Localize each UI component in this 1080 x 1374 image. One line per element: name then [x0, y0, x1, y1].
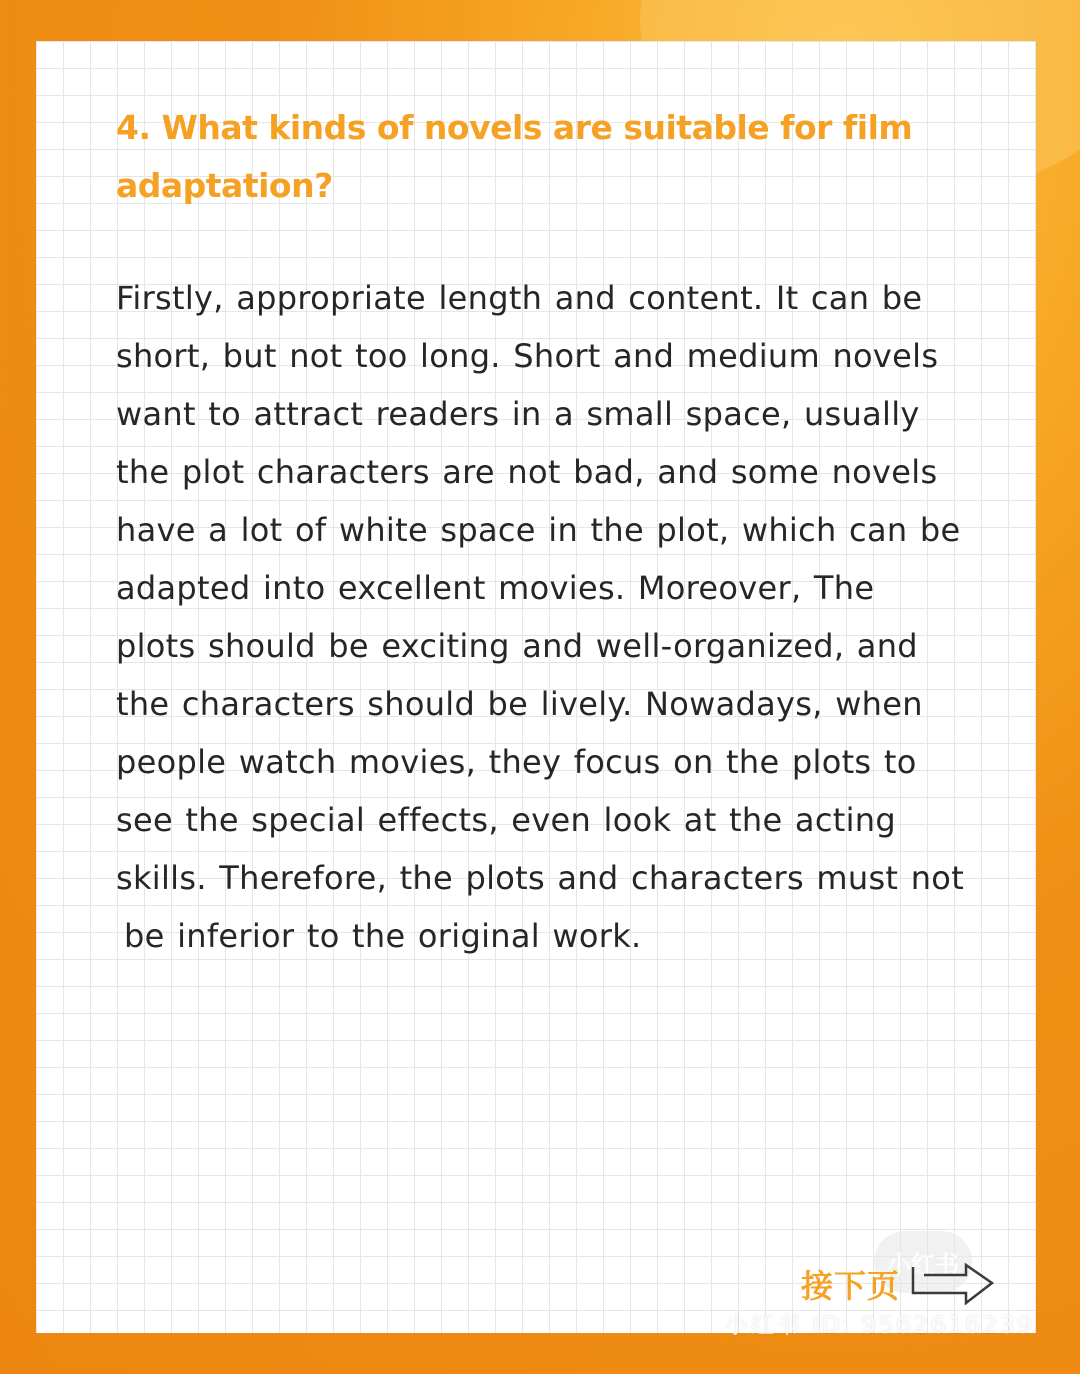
body-line: the plot characters are not bad, and some novels — [116, 453, 938, 491]
body-line: Firstly, appropriate length and content. It can be — [116, 279, 923, 317]
right-arrow-icon — [910, 1261, 996, 1307]
body-line: skills. Therefore, the plots and characters must not — [116, 859, 965, 897]
watermark-badge: 小红书 — [874, 1231, 972, 1293]
body-line: want to attract readers in a small space, usually — [116, 395, 920, 433]
body-line: see the special effects, even look at the acting — [116, 801, 896, 839]
body-line: the characters should be lively. Nowadays, when — [116, 685, 923, 723]
body-paragraph — [116, 269, 966, 965]
page-title: 4. What kinds of novels are suitable for film adaptation? — [116, 108, 913, 205]
content-card — [36, 41, 1036, 1333]
body-line: adapted into excellent movies. Moreover, The — [116, 569, 875, 607]
body-line: have a lot of white space in the plot, which can be — [116, 511, 961, 549]
next-page-button[interactable] — [801, 1261, 996, 1307]
next-page-label: 接下页 — [800, 1267, 900, 1305]
body-line: people watch movies, they focus on the plots to — [116, 743, 917, 781]
body-line: short, but not too long. Short and medium novels — [116, 337, 939, 375]
body-line: be inferior to the original work. — [124, 917, 642, 955]
watermark-id: 小红书 ID: 9562616239 — [724, 1311, 1034, 1339]
body-line: plots should be exciting and well-organized, and — [116, 627, 918, 665]
